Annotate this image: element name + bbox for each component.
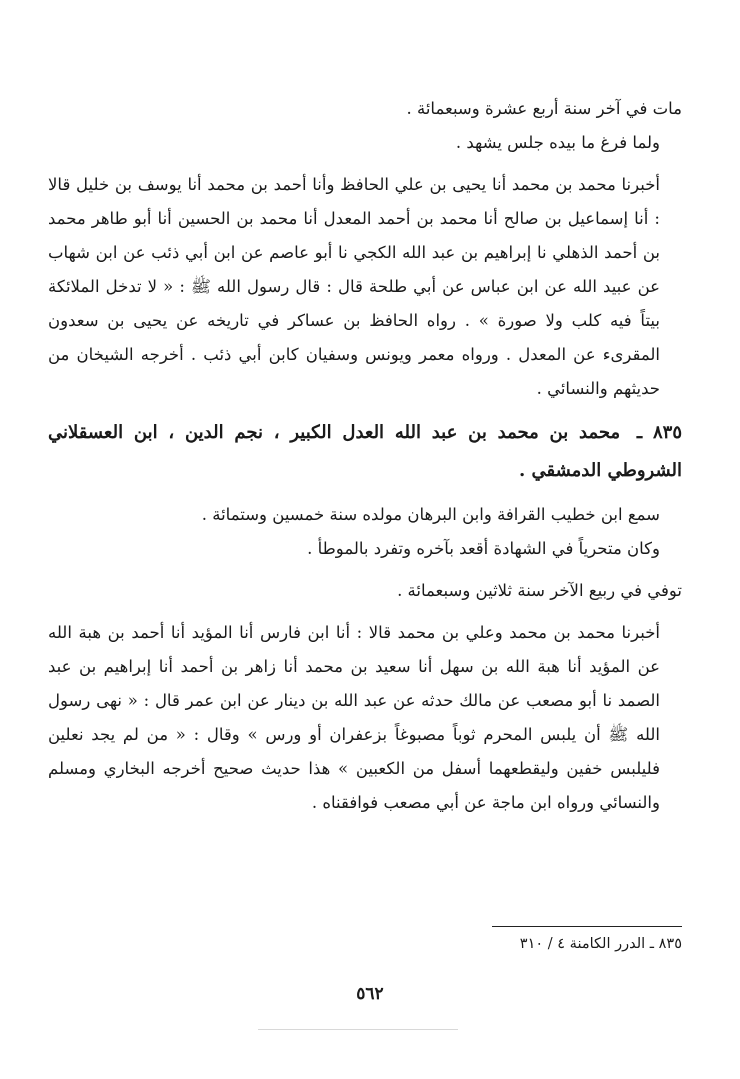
paragraph-death: توفي في ربيع الآخر سنة ثلاثين وسبعمائة . [397,581,682,600]
paragraph-teachers: سمع ابن خطيب القرافة وابن البرهان مولده سنة خمسين وستمائة . [201,505,660,524]
entry-number: ٨٣٥ ـ [636,422,682,443]
footnote: ٨٣٥ ـ الدرر الكامنة ٤ / ٣١٠ [519,936,682,952]
page-body [48,92,682,820]
paragraph-testimony: ولما فرغ ما بيده جلس يشهد . [455,133,660,152]
page-number: ٥٦٢ [356,984,384,1004]
paragraph-character: وكان متحرياً في الشهادة أقعد بآخره وتفرد بالموطأ . [307,539,660,558]
paragraph-hadith-muhrim: أخبرنا محمد بن محمد وعلي بن محمد قالا : أنا ابن فارس أنا المؤيد أنا أحمد بن هبة الله عن المؤيد أنا هبة الله بن سهل أنا سعيد بن محمد أنا زاهر بن أحمد أنا إبراهيم بن عبد الصمد نا أبو مصعب عن مالك حدثه عن عبد الله بن دينار عن ابن عمر قال : « نهى رسول الله ﷺ أن يلبس المحرم ثوباً مصبوغاً بزعفران أو ورس » وقال : « من لم يجد نعلين فليلبس خفين وليقطعهما أسفل من الكعبين » هذا حديث صحيح أخرجه البخاري ومسلم والنسائي ورواه ابن ماجة عن أبي مصعب فوافقناه . [48,623,660,812]
footnote-divider [492,926,682,927]
paragraph-death-date: مات في آخر سنة أربع عشرة وسبعمائة . [406,99,682,118]
entry-title: محمد بن محمد بن عبد الله العدل الكبير ، نجم الدين ، ابن العسقلاني الشروطي الدمشقي . [48,422,682,481]
paragraph-hadith-angels: أخبرنا محمد بن محمد أنا يحيى بن علي الحافظ وأنا أحمد بن محمد أنا يوسف بن خليل قالا : أنا إسماعيل بن صالح أنا محمد بن أحمد المعدل أنا محمد بن الحسين أنا أبو طاهر محمد بن أحمد الذهلي نا إبراهيم بن عبد الله الكجي نا أبو عاصم عن ابن أبي ذئب عن ابن شهاب عن عبيد الله عن ابن عباس عن أبي طلحة قال : قال رسول الله ﷺ : « لا تدخل الملائكة بيتاً فيه كلب ولا صورة » . رواه الحافظ بن عساكر في تاريخه عن يحيى بن سعدون المقرىء عن المعدل . ورواه معمر ويونس وسفيان كابن أبي ذئب . أخرجه الشيخان من حديثهم والنسائي . [48,175,660,398]
entry-heading [48,414,682,490]
bottom-divider [258,1029,458,1030]
